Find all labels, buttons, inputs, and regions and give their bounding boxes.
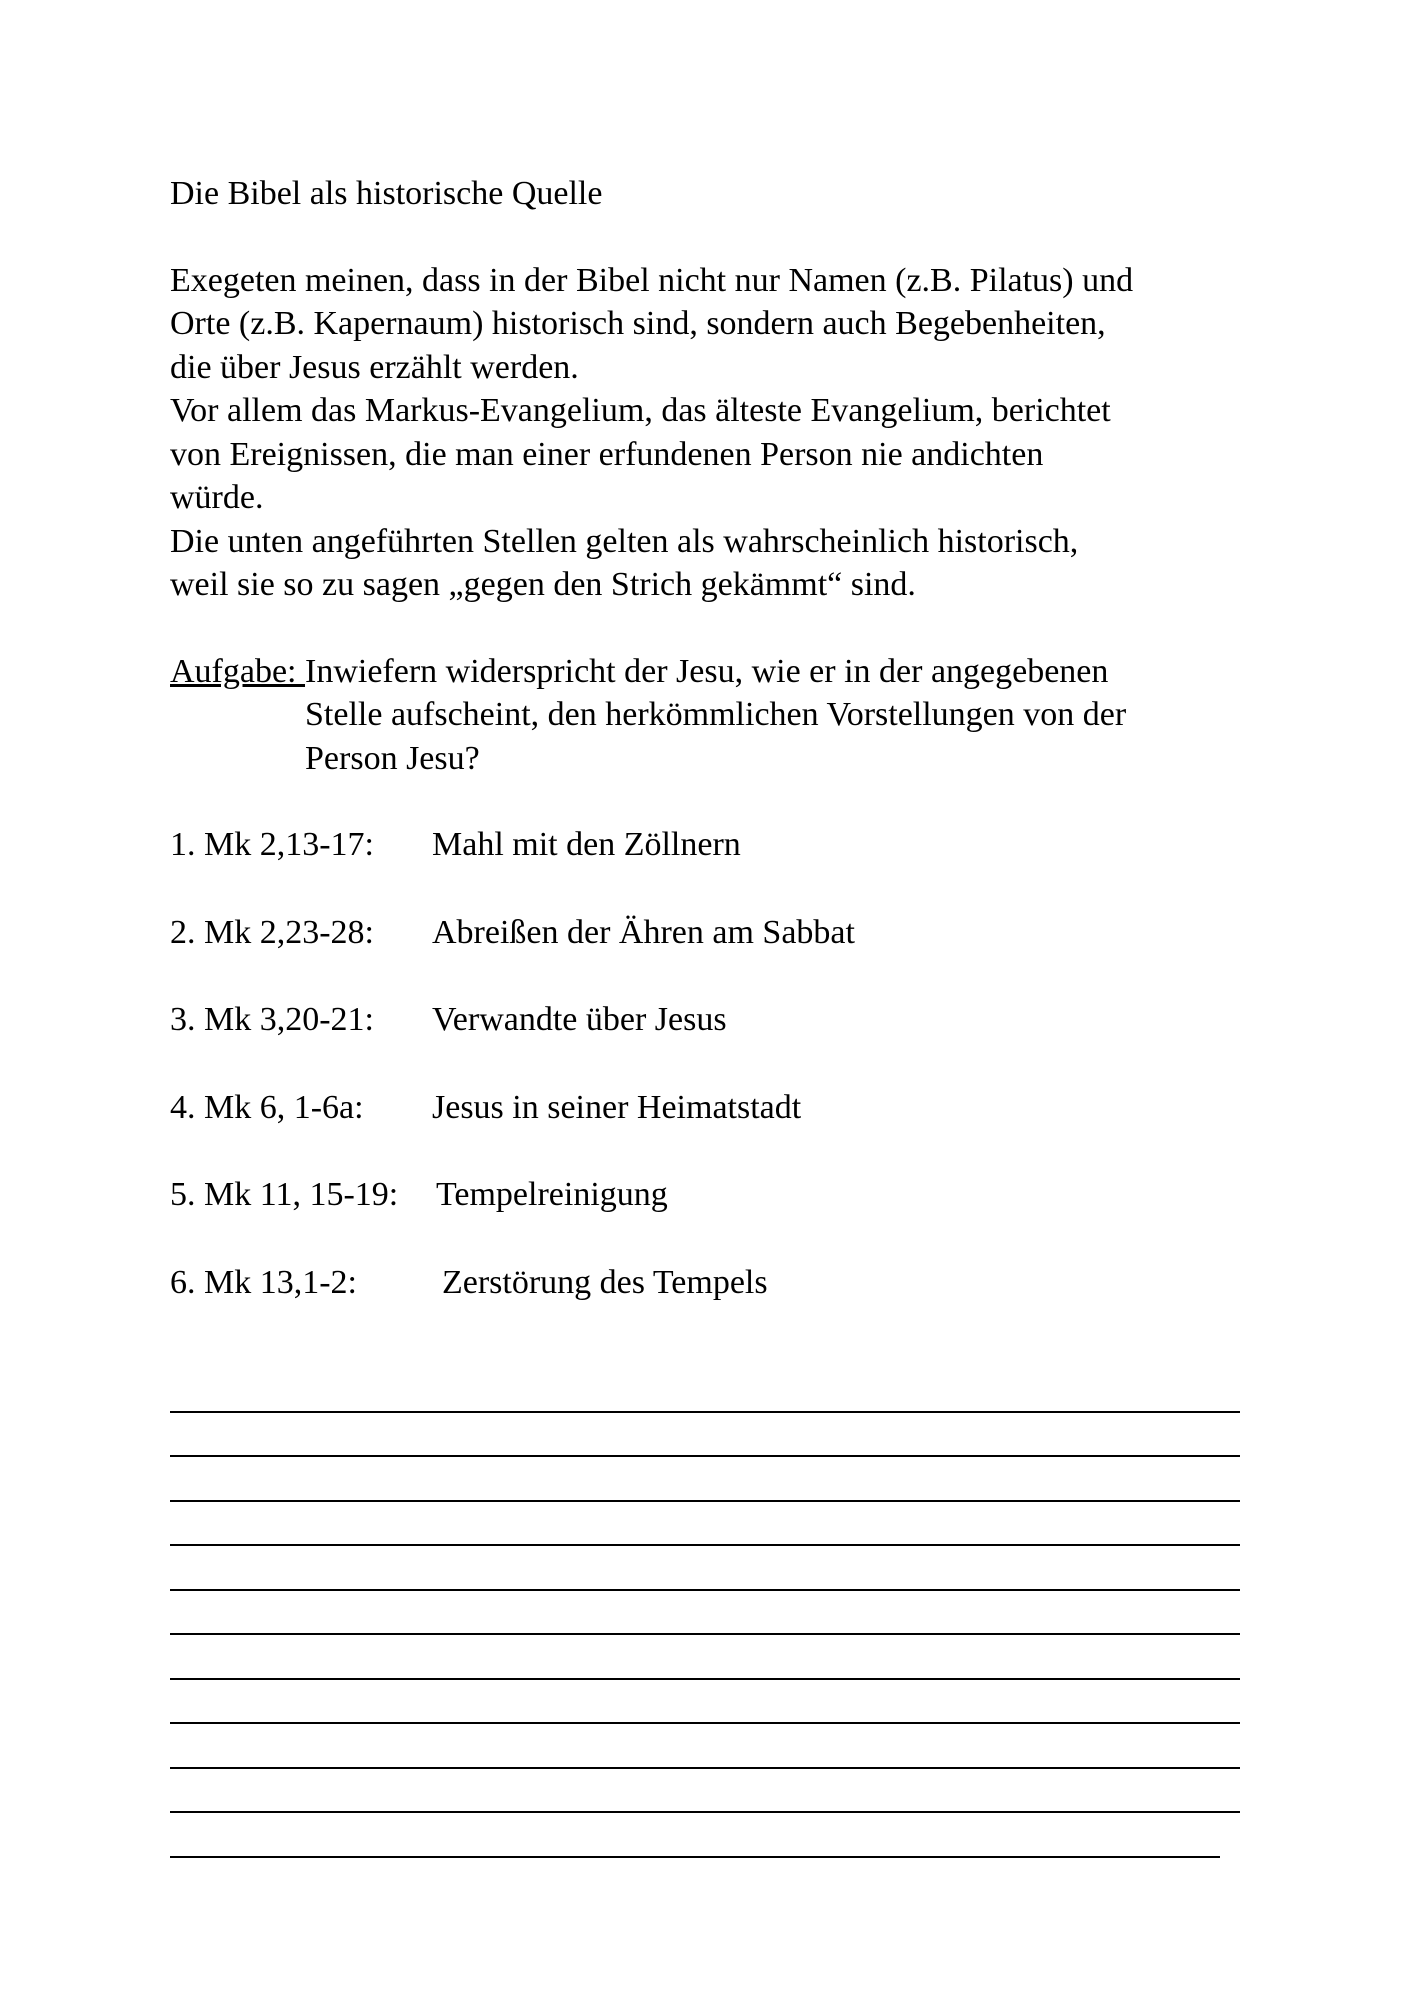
reference-title: Abreißen der Ähren am Sabbat — [432, 913, 855, 951]
answer-line — [170, 1769, 1240, 1814]
reference-number: 5. Mk 11, 15-19: — [170, 1176, 399, 1213]
intro-line: Die unten angeführten Stellen gelten als wahrscheinlich historisch, — [170, 522, 1079, 560]
intro-line: die über Jesus erzählt werden. — [170, 348, 579, 386]
intro-line: Orte (z.B. Kapernaum) historisch sind, sondern auch Begebenheiten, — [170, 305, 1106, 342]
answer-line — [170, 1368, 1240, 1413]
reference-title: Verwandte über Jesus — [432, 1001, 727, 1038]
reference-title: Jesus in seiner Heimatstadt — [432, 1088, 802, 1126]
task-line: Inwiefern widerspricht der Jesu, wie er in der angegebenen — [305, 652, 1109, 690]
answer-line — [170, 1502, 1240, 1547]
reference-number: 1. Mk 2,13-17: — [170, 826, 374, 863]
intro-line: weil sie so zu sagen „gegen den Strich gekämmt“ sind. — [170, 566, 916, 603]
intro-line: Exegeten meinen, dass in der Bibel nicht nur Namen (z.B. Pilatus) und — [170, 261, 1134, 299]
reference-title: Zerstörung des Tempels — [442, 1263, 768, 1301]
intro-line: würde. — [170, 479, 264, 516]
task-label: Aufgabe: — [170, 652, 306, 690]
answer-line — [170, 1680, 1240, 1725]
reference-title: Mahl mit den Zöllnern — [432, 826, 741, 863]
reference-number: 6. Mk 13,1-2: — [170, 1263, 357, 1301]
reference-item — [170, 911, 1250, 955]
task-block — [170, 650, 1250, 781]
answer-line — [170, 1546, 1240, 1591]
reference-number: 2. Mk 2,23-28: — [170, 913, 374, 951]
page-title: Die Bibel als historische Quelle — [170, 175, 603, 212]
answer-line — [170, 1813, 1220, 1858]
reference-item — [170, 1086, 1250, 1130]
task-line: Stelle aufscheint, den herkömmlichen Vorstellungen von der — [305, 696, 1127, 733]
document-page — [170, 172, 1250, 1348]
task-line: Person Jesu? — [305, 739, 480, 777]
intro-line: Vor allem das Markus-Evangelium, das älteste Evangelium, berichtet — [170, 392, 1111, 429]
intro-paragraph — [170, 259, 1250, 607]
reference-title: Tempelreinigung — [436, 1176, 668, 1213]
answer-line — [170, 1724, 1240, 1769]
reference-item — [170, 1261, 1250, 1305]
reference-list — [170, 823, 1250, 1304]
reference-number: 3. Mk 3,20-21: — [170, 1001, 374, 1038]
reference-item — [170, 1173, 1250, 1217]
answer-line — [170, 1635, 1240, 1680]
answer-line — [170, 1457, 1240, 1502]
answer-line — [170, 1591, 1240, 1636]
reference-item — [170, 823, 1250, 867]
task-text — [305, 650, 1235, 781]
reference-number: 4. Mk 6, 1-6a: — [170, 1088, 364, 1126]
reference-item — [170, 998, 1250, 1042]
answer-line — [170, 1413, 1240, 1458]
answer-lines — [170, 1368, 1250, 1858]
intro-line: von Ereignissen, die man einer erfundenen Person nie andichten — [170, 435, 1044, 473]
